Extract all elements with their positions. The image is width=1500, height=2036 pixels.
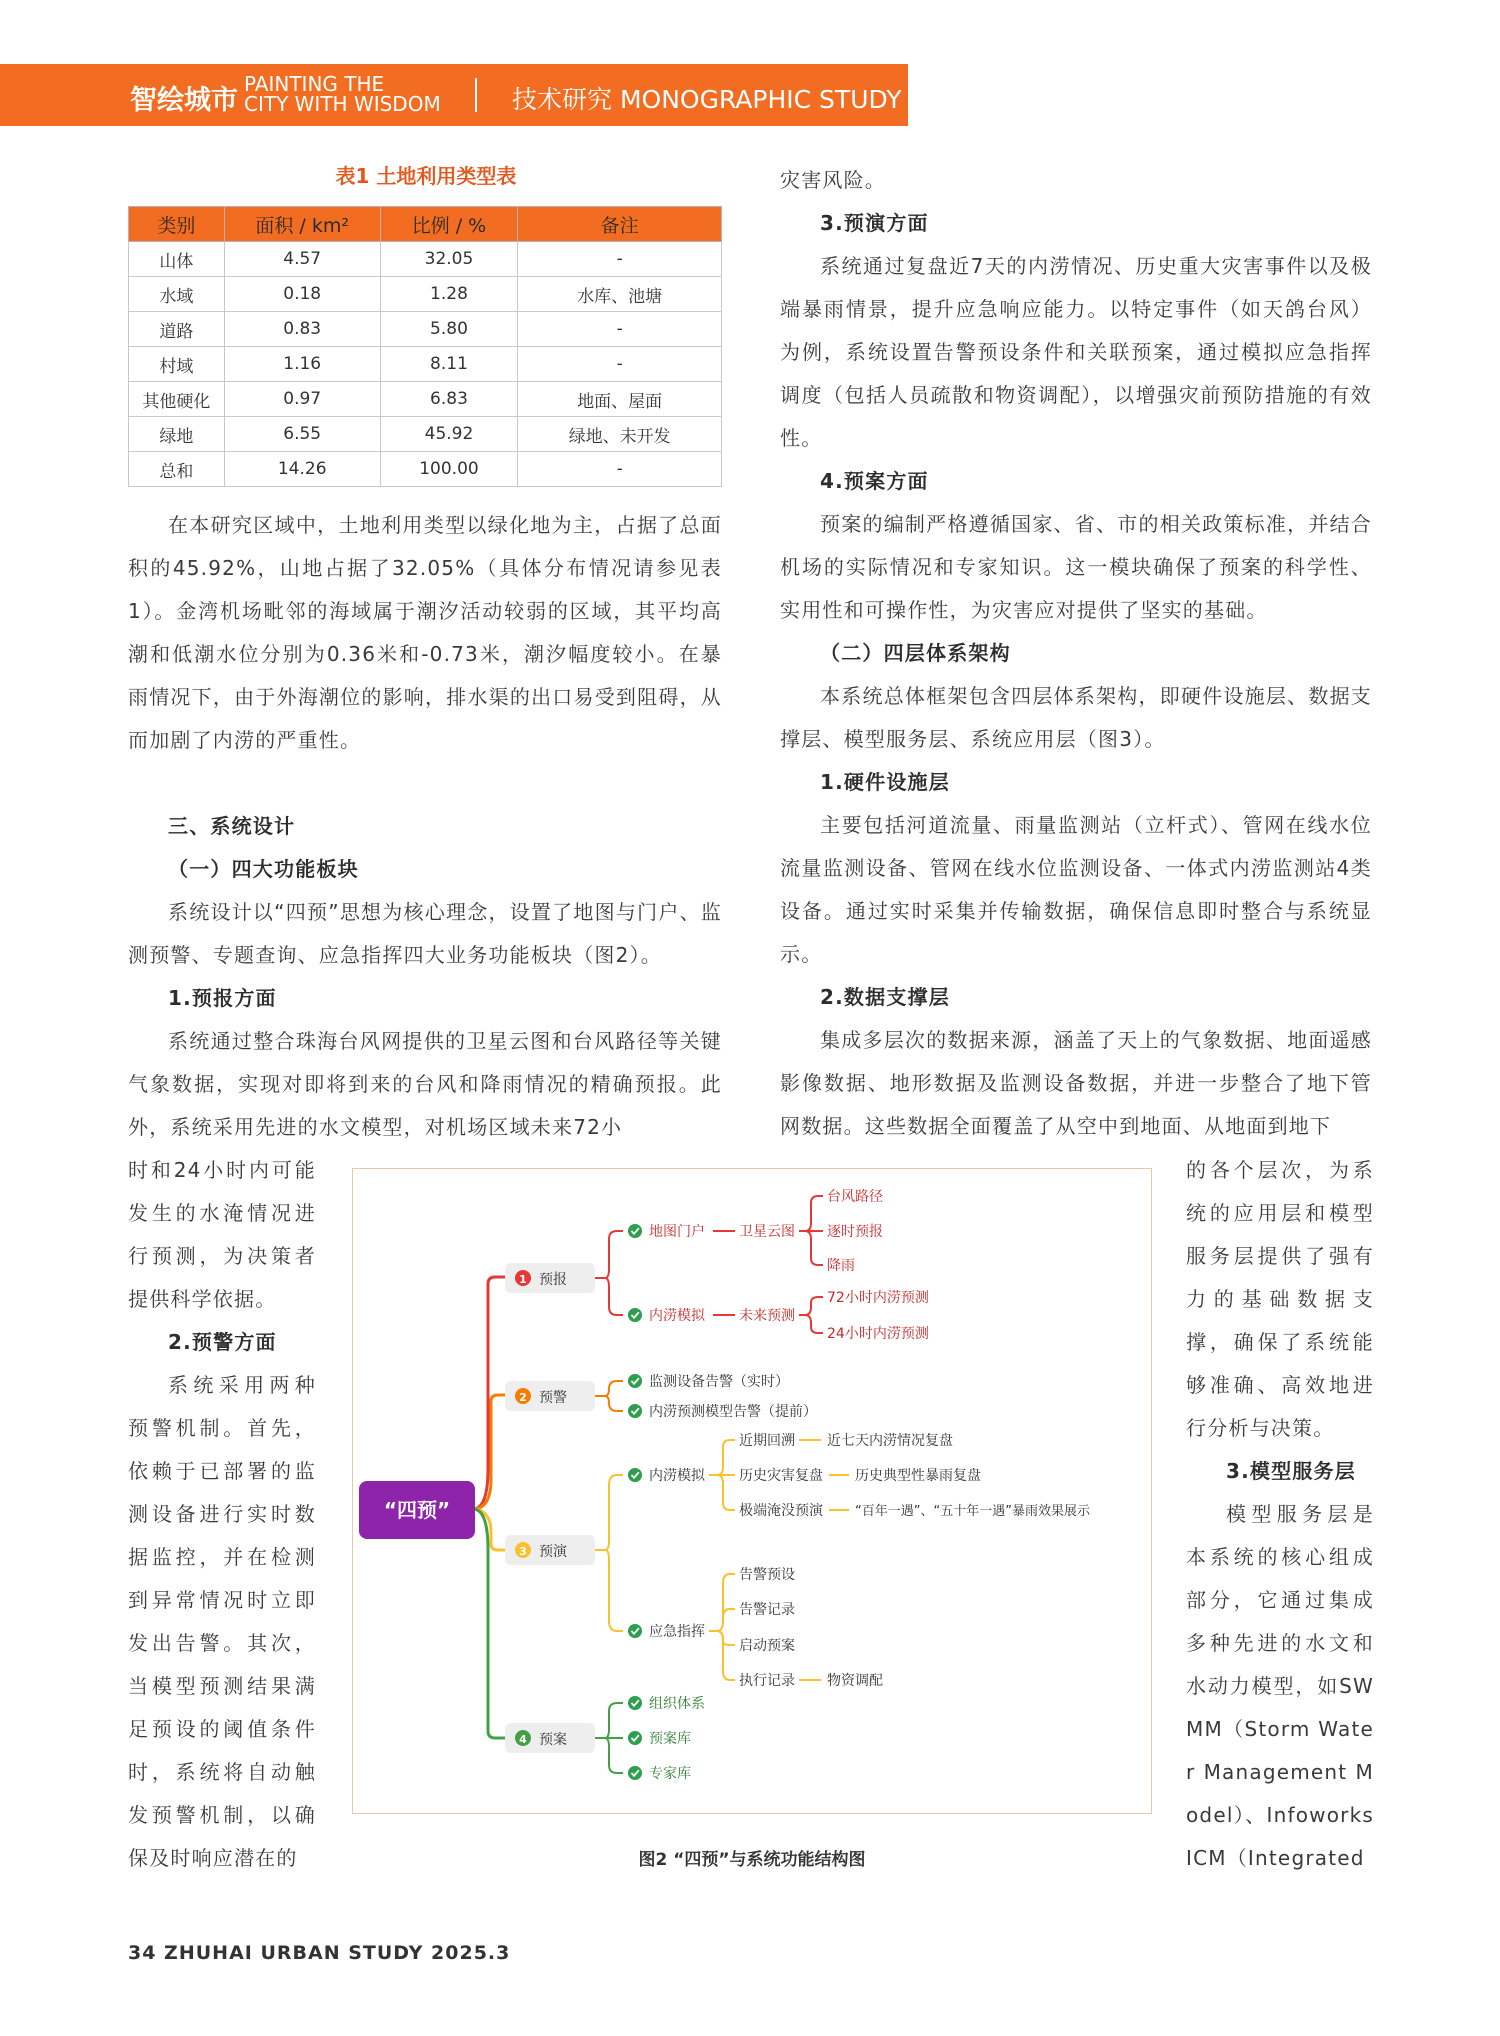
paragraph-forecast-cont: 时和24小时内可能发生的水淹情况进行预测，为决策者提供科学依据。	[128, 1158, 316, 1311]
table-cell: 0.83	[224, 312, 380, 347]
check-icon	[628, 1224, 642, 1238]
table-row	[129, 312, 722, 347]
node-drill	[505, 1535, 595, 1565]
table-cell: 其他硬化	[129, 382, 225, 417]
table-row	[129, 242, 722, 277]
paragraph-data-support-cont: 的各个层次，为系统的应用层和模型服务层提供了强有力的基础数据支撑，确保了系统能够准确、高效地进行分析与决策。	[1186, 1158, 1374, 1440]
label-model-alarm: 内涝预测模型告警（提前）	[649, 1404, 817, 1420]
node-drill-label: 预演	[539, 1544, 567, 1560]
label-start-plan: 启动预案	[739, 1638, 795, 1654]
label-plan-library: 预案库	[649, 1731, 691, 1747]
check-icon	[628, 1404, 642, 1418]
table-cell: 水域	[129, 277, 225, 312]
page-footer: 34 ZHUHAI URBAN STUDY 2025.3	[128, 1942, 511, 1964]
table-cell: 0.97	[224, 382, 380, 417]
label-future-prediction: 未来预测	[739, 1308, 795, 1324]
plan-sub-lines	[595, 1703, 623, 1773]
warning-sub-lines	[595, 1381, 623, 1411]
root-label: “四预”	[383, 1498, 451, 1522]
node-forecast-num: 1	[519, 1273, 527, 1286]
label-extreme-drill: 极端淹没预演	[739, 1503, 823, 1519]
label-alarm-record: 告警记录	[739, 1602, 795, 1618]
check-icon	[628, 1624, 642, 1638]
table-header-cell: 类别	[129, 207, 225, 242]
table-cell: 32.05	[380, 242, 518, 277]
paragraph-land-use: 在本研究区域中，土地利用类型以绿化地为主，占据了总面积的45.92%，山地占据了32.05%（具体分布情况请参见表1）。金湾机场毗邻的海域属于潮汐活动较弱的区域，其平均高潮和低潮水位分别为0.36米和-0.73米，潮汐幅度较小。在暴雨情况下，由于外海潮位的影响，排水渠的出口易受到阻碍，从而加剧了内涝的严重性。	[128, 513, 722, 752]
node-warning-label: 预警	[539, 1390, 567, 1406]
table-cell: 100.00	[380, 452, 518, 487]
paragraph-plan: 预案的编制严格遵循国家、省、市的相关政策标准，并结合机场的实际情况和专家知识。这一模块确保了预案的科学性、实用性和可操作性，为灾害应对提供了坚实的基础。	[780, 512, 1372, 622]
check-icon	[628, 1731, 642, 1745]
table-caption: 表1 土地利用类型表	[335, 164, 517, 188]
spacer	[128, 762, 722, 805]
journal-brand-en	[244, 74, 441, 114]
heading-hardware: 1.硬件设施层	[820, 770, 950, 794]
table-cell: 4.57	[224, 242, 380, 277]
future-sub-lines	[799, 1297, 823, 1333]
label-org-system: 组织体系	[649, 1696, 705, 1712]
label-expert-library: 专家库	[649, 1766, 691, 1782]
table-cell: 1.28	[380, 277, 518, 312]
table-cell: 地面、屋面	[518, 382, 722, 417]
table-cell: 5.80	[380, 312, 518, 347]
table-cell: 山体	[129, 242, 225, 277]
brand-en-line1: PAINTING THE	[244, 72, 385, 96]
check-icon	[628, 1696, 642, 1710]
label-history-review: 历史灾害复盘	[739, 1468, 823, 1484]
heading-forecast: 1.预报方面	[168, 986, 277, 1010]
table-cell: 水库、池塘	[518, 277, 722, 312]
table-header-cell: 面积 / km²	[224, 207, 380, 242]
check-icon	[628, 1766, 642, 1780]
label-material-dispatch: 物资调配	[827, 1673, 883, 1689]
heading-four-modules: （一）四大功能板块	[168, 857, 359, 881]
label-recent-review: 近期回溯	[739, 1433, 795, 1449]
mindmap-svg	[353, 1169, 1151, 1813]
cloud-sub-lines	[799, 1196, 823, 1265]
header-divider	[475, 78, 477, 112]
heading-data-support: 2.数据支撑层	[820, 985, 950, 1009]
table-row	[129, 452, 722, 487]
table-cell: 45.92	[380, 417, 518, 452]
figure-four-forecast	[352, 1168, 1152, 1814]
table-header-cell: 备注	[518, 207, 722, 242]
node-drill-num: 3	[519, 1545, 527, 1558]
paragraph-model-service: 模型服务层是本系统的核心组成部分，它通过集成多种先进的水文和水动力模型，如SWMM（Storm Water Management Model）、InfoworksICM（Integrated	[1186, 1502, 1374, 1870]
table-cell: -	[518, 242, 722, 277]
label-hourly-forecast: 逐时预报	[827, 1224, 883, 1240]
table-cell: 绿地、未开发	[518, 417, 722, 452]
heading-plan: 4.预案方面	[820, 469, 929, 493]
label-typhoon-path: 台风路径	[827, 1189, 883, 1205]
table-header-row	[129, 207, 722, 242]
table-cell: 总和	[129, 452, 225, 487]
table-row	[129, 417, 722, 452]
check-icon	[628, 1308, 642, 1322]
page-header	[0, 64, 908, 126]
brand-en-line2: CITY WITH WISDOM	[244, 92, 441, 116]
paragraph-four-forecast: 系统设计以“四预”思想为核心理念，设置了地图与门户、监测预警、专题查询、应急指挥四大业务功能板块（图2）。	[128, 900, 722, 967]
drill-sim-lines	[709, 1440, 735, 1510]
table-cell: 6.83	[380, 382, 518, 417]
label-device-alarm: 监测设备告警（实时）	[649, 1374, 789, 1390]
table-cell: 1.16	[224, 347, 380, 382]
node-plan	[505, 1723, 595, 1753]
paragraph-hardware: 主要包括河道流量、雨量监测站（立杆式）、管网在线水位流量监测设备、管网在线水位监测设备、一体式内涝监测站4类设备。通过实时采集并传输数据，确保信息即时整合与系统显示。	[780, 813, 1372, 966]
label-satellite-cloud: 卫星云图	[739, 1224, 795, 1240]
label-return-period: “百年一遇”、“五十年一遇”暴雨效果展示	[855, 1504, 1090, 1519]
table-cell: 村域	[129, 347, 225, 382]
table-body	[129, 242, 722, 487]
table-row	[129, 347, 722, 382]
table-cell: 绿地	[129, 417, 225, 452]
label-rain: 降雨	[827, 1258, 855, 1274]
heading-model-service: 3.模型服务层	[1226, 1459, 1356, 1483]
heading-warning: 2.预警方面	[168, 1330, 277, 1354]
paragraph-drill: 系统通过复盘近7天的内涝情况、历史重大灾害事件以及极端暴雨情景，提升应急响应能力。以特定事件（如天鸽台风）为例，系统设置告警预设条件和关联预案，通过模拟应急指挥调度（包括人员疏散和物资调配），以增强灾前预防措施的有效性。	[780, 254, 1372, 450]
node-forecast-label: 预报	[539, 1272, 567, 1288]
paragraph-four-layers: 本系统总体框架包含四层体系架构，即硬件设施层、数据支撑层、模型服务层、系统应用层（图3）。	[780, 684, 1372, 751]
table-cell: -	[518, 347, 722, 382]
table-cell: 8.11	[380, 347, 518, 382]
left-column-lower	[128, 1149, 316, 1880]
check-icon	[628, 1468, 642, 1482]
label-map-portal: 地图门户	[649, 1224, 705, 1240]
paragraph-forecast: 系统通过整合珠海台风网提供的卫星云图和台风路径等关键气象数据，实现对即将到来的台风和降雨情况的精确预报。此外，系统采用先进的水文模型，对机场区域未来72小	[128, 1029, 722, 1139]
table-cell: 6.55	[224, 417, 380, 452]
label-alarm-preset: 告警预设	[739, 1567, 795, 1583]
node-plan-num: 4	[519, 1733, 527, 1746]
table-row	[129, 277, 722, 312]
node-warning-num: 2	[519, 1391, 527, 1404]
node-warning	[505, 1381, 595, 1411]
land-use-table	[128, 206, 722, 487]
figure-caption: 图2 “四预”与系统功能结构图	[638, 1850, 866, 1870]
journal-brand: 智绘城市	[130, 85, 238, 116]
paragraph-warning: 系统采用两种预警机制。首先，依赖于已部署的监测设备进行实时数据监控，并在检测到异常情况时立即发出告警。其次，当模型预测结果满足预设的阈值条件时，系统将自动触发预警机制，以确保及时响应潜在的	[128, 1373, 316, 1870]
label-drill-sim: 内涝模拟	[649, 1468, 705, 1484]
label-exec-record: 执行记录	[739, 1673, 795, 1689]
node-plan-label: 预案	[539, 1732, 567, 1748]
section-title: 技术研究 MONOGRAPHIC STUDY	[512, 85, 902, 114]
table-cell: -	[518, 452, 722, 487]
node-forecast	[505, 1263, 595, 1293]
table-row	[129, 382, 722, 417]
table-cell: 道路	[129, 312, 225, 347]
label-flood-sim: 内涝模拟	[649, 1308, 705, 1324]
label-72h: 72小时内涝预测	[827, 1290, 929, 1306]
check-icon	[628, 1374, 642, 1388]
paragraph-risk: 灾害风险。	[780, 168, 886, 192]
branch-plan-line	[473, 1509, 505, 1738]
label-emergency-command: 应急指挥	[649, 1624, 705, 1640]
table-cell: 0.18	[224, 277, 380, 312]
table-cell: 14.26	[224, 452, 380, 487]
heading-drill: 3.预演方面	[820, 211, 929, 235]
drill-sub-lines	[595, 1475, 623, 1631]
heading-system-design: 三、系统设计	[168, 814, 296, 838]
heading-four-layers: （二）四层体系架构	[820, 641, 1011, 665]
left-column-upper	[128, 504, 722, 1149]
right-column-lower	[1186, 1149, 1374, 1880]
table-header-cell: 比例 / %	[380, 207, 518, 242]
command-sub-lines	[709, 1574, 735, 1680]
forecast-sub-lines	[595, 1231, 623, 1315]
branch-forecast-line	[473, 1277, 505, 1509]
right-column-upper	[780, 159, 1372, 1148]
label-seven-day: 近七天内涝情况复盘	[827, 1433, 953, 1449]
paragraph-data-support: 集成多层次的数据来源，涵盖了天上的气象数据、地面遥感影像数据、地形数据及监测设备数据，并进一步整合了地下管网数据。这些数据全面覆盖了从空中到地面、从地面到地下	[780, 1028, 1372, 1138]
label-typical-storm: 历史典型性暴雨复盘	[855, 1468, 981, 1484]
label-24h: 24小时内涝预测	[827, 1326, 929, 1342]
table-cell: -	[518, 312, 722, 347]
